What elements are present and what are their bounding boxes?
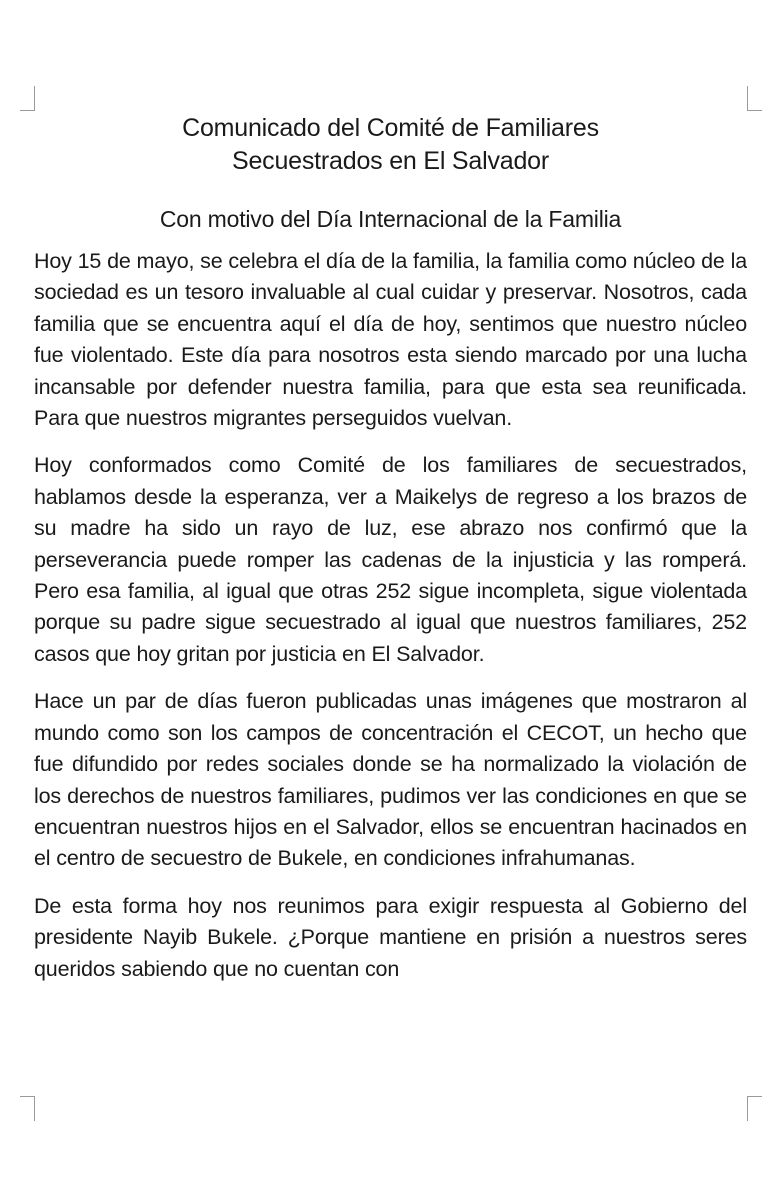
margin-mark-bottom-right: [747, 1096, 762, 1121]
paragraph-1: Hoy 15 de mayo, se celebra el día de la familia, la familia como núcleo de la sociedad es un tesoro invaluable al cual cuidar y preservar. Nosotros, cada familia que se encuentra aquí el día de hoy, sentimos que nuestro núcleo fue violentado. Este día para nosotros esta siendo marcado por una lucha incansable por defender nuestra familia, para que esta sea reunificada. Para que nuestros migrantes perseguidos vuelvan.: [34, 249, 747, 431]
title-line-2: Secuestrados en El Salvador: [231, 147, 549, 175]
paragraph-2: Hoy conformados como Comité de los familiares de secuestrados, hablamos desde la esperanza, ver a Maikelys de regreso a los brazos de su madre ha sido un rayo de luz, ese abrazo nos confirmó que la perseverancia puede romper las cadenas de la injusticia y las romperá. Pero esa familia, al igual que otras 252 sigue incompleta, sigue violentada porque su padre sigue secuestrado al igual que nuestros familiares, 252 casos que hoy gritan por justicia en El Salvador.: [34, 453, 747, 666]
document-title: [34, 110, 747, 178]
margin-mark-bottom-left: [20, 1096, 35, 1121]
margin-mark-top-left: [20, 86, 35, 111]
title-line-1: Comunicado del Comité de Familiares: [182, 114, 599, 142]
document-body: [34, 110, 747, 1096]
paragraph-3: Hace un par de días fueron publicadas unas imágenes que mostraron al mundo como son los campos de concentración el CECOT, un hecho que fue difundido por redes sociales donde se ha normalizado la violación de los derechos de nuestros familiares, pudimos ver las condiciones en que se encuentran nuestros hijos en el Salvador, ellos se encuentran hacinados en el centro de secuestro de Bukele, en condiciones infrahumanas.: [34, 689, 747, 871]
margin-mark-top-right: [747, 86, 762, 111]
paragraph-4: De esta forma hoy nos reunimos para exigir respuesta al Gobierno del presidente Nayib Bukele. ¿Porque mantiene en prisión a nuestros seres queridos sabiendo que no cuentan con: [34, 893, 747, 981]
document-subtitle: Con motivo del Día Internacional de la Familia: [159, 206, 622, 232]
